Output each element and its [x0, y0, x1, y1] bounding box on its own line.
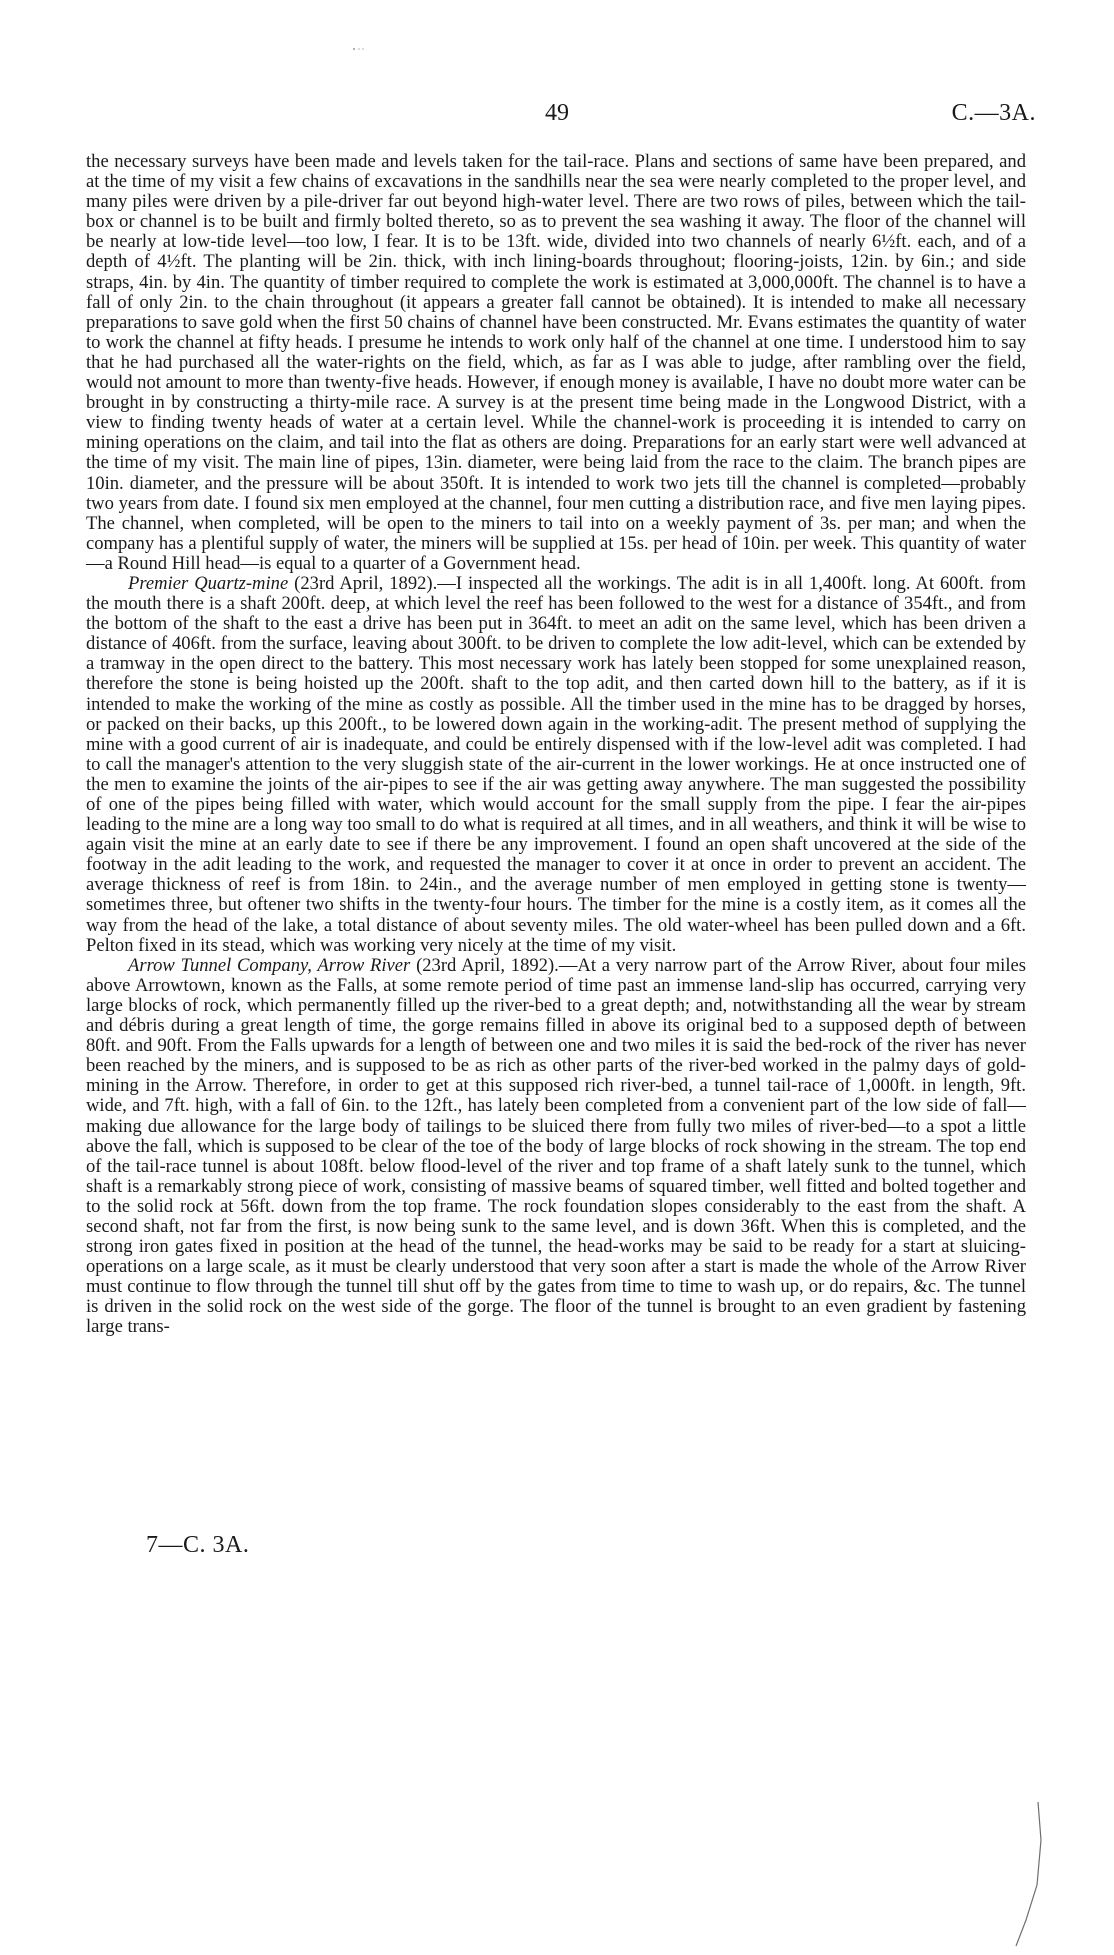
paragraph-tail-race [86, 152, 1026, 574]
paragraph-title: Premier Quartz-mine [128, 572, 289, 594]
signature-mark: 7—C. 3A. [146, 1532, 250, 1558]
margin-pencil-stroke [1010, 1800, 1050, 1955]
paragraph-title: Arrow Tunnel Company, Arrow River [128, 954, 411, 976]
series-reference: C.—3A. [951, 100, 1036, 126]
paragraph-arrow-tunnel-company [86, 956, 1026, 1338]
scan-speck [352, 38, 366, 42]
paragraph-premier-quartz-mine [86, 574, 1026, 956]
page-number: 49 [545, 100, 569, 126]
paragraph-text: (23rd April, 1892).—I inspected all the workings. The adit is in all 1,400ft. long. At 600ft. from the mouth there is a shaft 200ft. deep, at which level the reef has been followed to the west for a distance of 354ft., and from the bottom of the shaft to the east a drive has been put in 364ft. to meet an adit on the same level, which has been driven a distance of 406ft. from the surface, leaving about 300ft. to be driven to complete the low adit-level, which can be extended by a tramway in the open direct to the battery. This most necessary work has lately been stopped for some unexplained reason, therefore the stone is being hoisted up the 200ft. shaft to the top adit, and then carted down hill to the battery, as if it is intended to make the working of the mine as costly as possible. All the timber used in the mine has to be dragged by horses, or packed on their backs, up this 200ft., to be lowered down again in the working-adit. The present method of supplying the mine with a good current of air is inadequate, and could be entirely dispensed with if the low-level adit was completed. I had to call the manager's attention to the very sluggish state of the air-current in the lower workings. He at once instructed one of the men to examine the joints of the air-pipes to see if the air was getting away anywhere. The man suggested the possibility of one of the pipes being filled with water, which would account for the small supply from the pipe. I fear the air-pipes leading to the mine are a long way too small to do what is required at all times, and in all weathers, and think it will be wise to again visit the mine at an early date to see if there be any improvement. I found an open shaft uncovered at the side of the footway in the adit leading to the work, and requested the manager to cover it at once in order to prevent an accident. The average thickness of reef is from 18in. to 24in., and the average number of men employed in getting stone is twenty—sometimes three, but oftener two shifts in the twenty-four hours. The timber for the mine is a costly item, as it comes all the way from the head of the lake, a total distance of about seventy miles. The old water-wheel has been pulled down and a 6ft. Pelton fixed in its stead, which was working very nicely at the time of my visit. [86, 572, 1026, 956]
paragraph-text: (23rd April, 1892).—At a very narrow part of the Arrow River, about four miles above Arrowtown, known as the Falls, at some remote period of time past an immense land-slip has occurred, carrying very large blocks of rock, which permanently filled up the river-bed to a great depth; and, notwithstanding all the wear by stream and débris during a great length of time, the gorge remains filled in above its original bed to a supposed depth of between 80ft. and 90ft. From the Falls upwards for a length of between one and two miles it is said the bed-rock of the river has never been reached by the miners, and is supposed to be as rich as other parts of the river-bed worked in the palmy days of gold-mining in the Arrow. Therefore, in order to get at this supposed rich river-bed, a tunnel tail-race of 1,000ft. in length, 9ft. wide, and 7ft. high, with a fall of 6in. to the 12ft., has lately been completed from a convenient part of the low side of fall—making due allowance for the large body of tailings to be sluiced there from fully two miles of river-bed—to a spot a little above the fall, which is supposed to be clear of the toe of the body of large blocks of rock showing in the stream. The top end of the tail-race tunnel is about 108ft. below flood-level of the river and top frame of a shaft lately sunk to the tunnel, which shaft is a remarkably strong piece of work, consisting of massive beams of squared timber, well fitted and bolted together and to the solid rock at 56ft. down from the top frame. The rock foundation slopes considerably to the east from the shaft. A second shaft, not far from the first, is now being sunk to the same level, and is down 36ft. When this is completed, and the strong iron gates fixed in position at the head of the tunnel, the head-works may be said to be ready for a start at sluicing-operations on a large scale, as it must be clearly understood that very soon after a start is made the whole of the Arrow River must continue to flow through the tunnel till shut off by the gates from time to time to wash up, or do repairs, &c. The tunnel is driven in the solid rock on the west side of the gorge. The floor of the tunnel is brought to an even gradient by fastening large trans- [86, 954, 1027, 1338]
paragraph-text: the necessary surveys have been made and levels taken for the tail-race. Plans and sections of same have been prepared, and at the time of my visit a few chains of excavations in the sandhills near the sea were nearly completed to the proper level, and many piles were driven by a pile-driver far out beyond high-water level. There are two rows of piles, between which the tail-box or channel is to be built and firmly bolted thereto, so as to prevent the sea washing it away. The floor of the channel will be nearly at low-tide level—too low, I fear. It is to be 13ft. wide, divided into two channels of nearly 6½ft. each, and of a depth of 4½ft. The planting will be 2in. thick, with inch lining-boards throughout; flooring-joists, 12in. by 6in.; and side straps, 4in. by 4in. The quantity of timber required to complete the work is estimated at 3,000,000ft. The channel is to have a fall of only 2in. to the chain throughout (it appears a greater fall cannot be obtained). It is intended to make all necessary preparations to save gold when the first 50 chains of channel have been constructed. Mr. Evans estimates the quantity of water to work the channel at fifty heads. I presume he intends to work only half of the channel at one time. I understood him to say that he had purchased all the water-rights on the field, which, as far as I was able to judge, after rambling over the field, would not amount to more than twenty-five heads. However, if enough money is available, I have no doubt more water can be brought in by constructing a thirty-mile race. A survey is at the present time being made in the Longwood District, with a view to finding twenty heads of water at a certain level. While the channel-work is proceeding it is intended to carry on mining operations on the claim, and tail into the flat as others are doing. Preparations for an early start were well advanced at the time of my visit. The main line of pipes, 13in. diameter, were being laid from the race to the claim. The branch pipes are 10in. diameter, and the pressure will be about 350ft. It is intended to work two jets till the channel is completed—probably two years from date. I found six men employed at the channel, four men cutting a distribution race, and five men laying pipes. The channel, when completed, will be open to the miners to tail into on a weekly payment of 3s. per man; and when the company has a plentiful supply of water, the miners will be supplied at 15s. per head of 10in. per week. This quantity of water—a Round Hill head—is equal to a quarter of a Government head. [86, 151, 1026, 574]
body-text [86, 152, 1026, 1338]
